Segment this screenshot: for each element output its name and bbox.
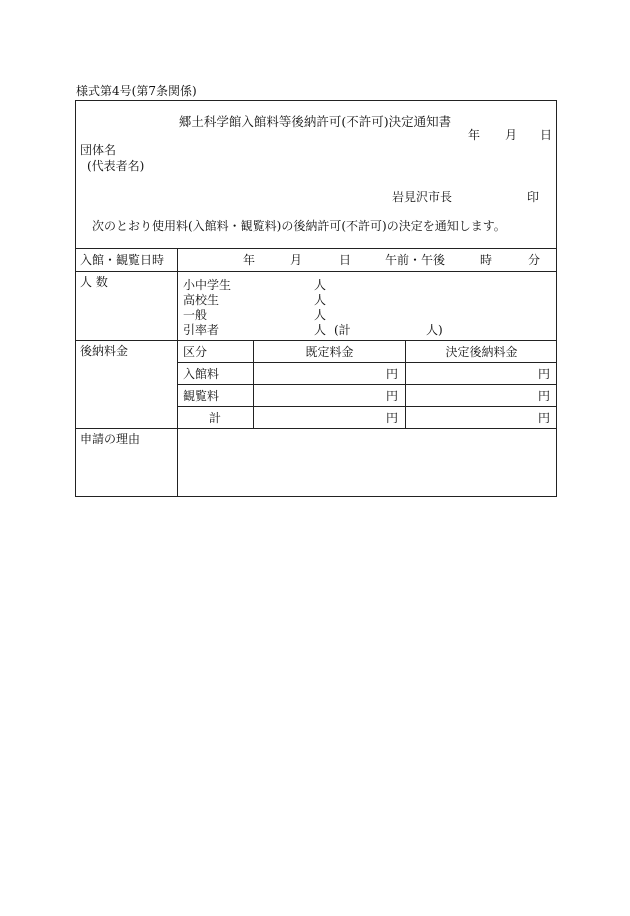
addressee-org-label: 団体名	[80, 143, 117, 157]
date-month-label: 月	[505, 128, 518, 142]
people-row-name: 引率者	[183, 323, 220, 337]
fee-row-divider	[177, 406, 557, 407]
people-total-open: (計	[334, 323, 351, 337]
people-total-unit: 人)	[426, 323, 443, 337]
fee-header-category: 区分	[183, 345, 208, 359]
fee-row-name: 計	[209, 411, 222, 425]
visit-year-label: 年	[243, 253, 256, 267]
visit-hour-label: 時	[480, 253, 493, 267]
date-year-label: 年	[468, 128, 481, 142]
fee-row-yen-decided: 円	[538, 389, 551, 403]
issuer-name: 岩見沢市長	[392, 190, 453, 204]
fee-row-yen-standard: 円	[386, 367, 399, 381]
seal-mark: 印	[527, 190, 540, 204]
people-row-unit: 人	[314, 278, 327, 292]
people-row-name: 高校生	[183, 293, 220, 307]
document-title: 郷土科学館入館料等後納許可(不許可)決定通知書	[178, 114, 452, 129]
date-day-label: 日	[540, 128, 553, 142]
visit-ampm-label: 午前・午後	[385, 253, 446, 267]
people-row-name: 一般	[183, 308, 208, 322]
fee-row-divider	[177, 384, 557, 385]
notice-text: 次のとおり使用料(入館料・観覧料)の後納許可(不許可)の決定を通知します。	[92, 219, 506, 233]
divider-people-top	[75, 271, 557, 272]
fee-row-yen-decided: 円	[538, 411, 551, 425]
fee-row-yen-standard: 円	[386, 411, 399, 425]
people-row-unit: 人	[314, 323, 327, 337]
fee-label: 後納料金	[80, 344, 129, 358]
divider-visit-top	[75, 248, 557, 249]
form-number-label: 様式第4号(第7条関係)	[76, 84, 197, 98]
fee-header-standard: 既定料金	[305, 345, 354, 359]
visit-month-label: 月	[290, 253, 303, 267]
people-count-label: 人 数	[80, 275, 108, 289]
fee-row-yen-decided: 円	[538, 367, 551, 381]
visit-datetime-label: 入館・観覧日時	[80, 253, 165, 267]
fee-row-name: 入館料	[183, 367, 220, 381]
fee-row-yen-standard: 円	[386, 389, 399, 403]
people-row-name: 小中学生	[183, 278, 232, 292]
addressee-rep-label: (代表者名)	[87, 159, 145, 173]
application-reason-area	[178, 429, 556, 496]
visit-minute-label: 分	[528, 253, 541, 267]
fee-header-decided: 決定後納料金	[445, 345, 518, 359]
visit-day-label: 日	[339, 253, 352, 267]
people-row-unit: 人	[314, 293, 327, 307]
divider-fee-top	[75, 340, 557, 341]
people-row-unit: 人	[314, 308, 327, 322]
fee-row-name: 観覧料	[183, 389, 220, 403]
application-reason-label: 申請の理由	[80, 432, 141, 446]
fee-row-divider	[177, 362, 557, 363]
